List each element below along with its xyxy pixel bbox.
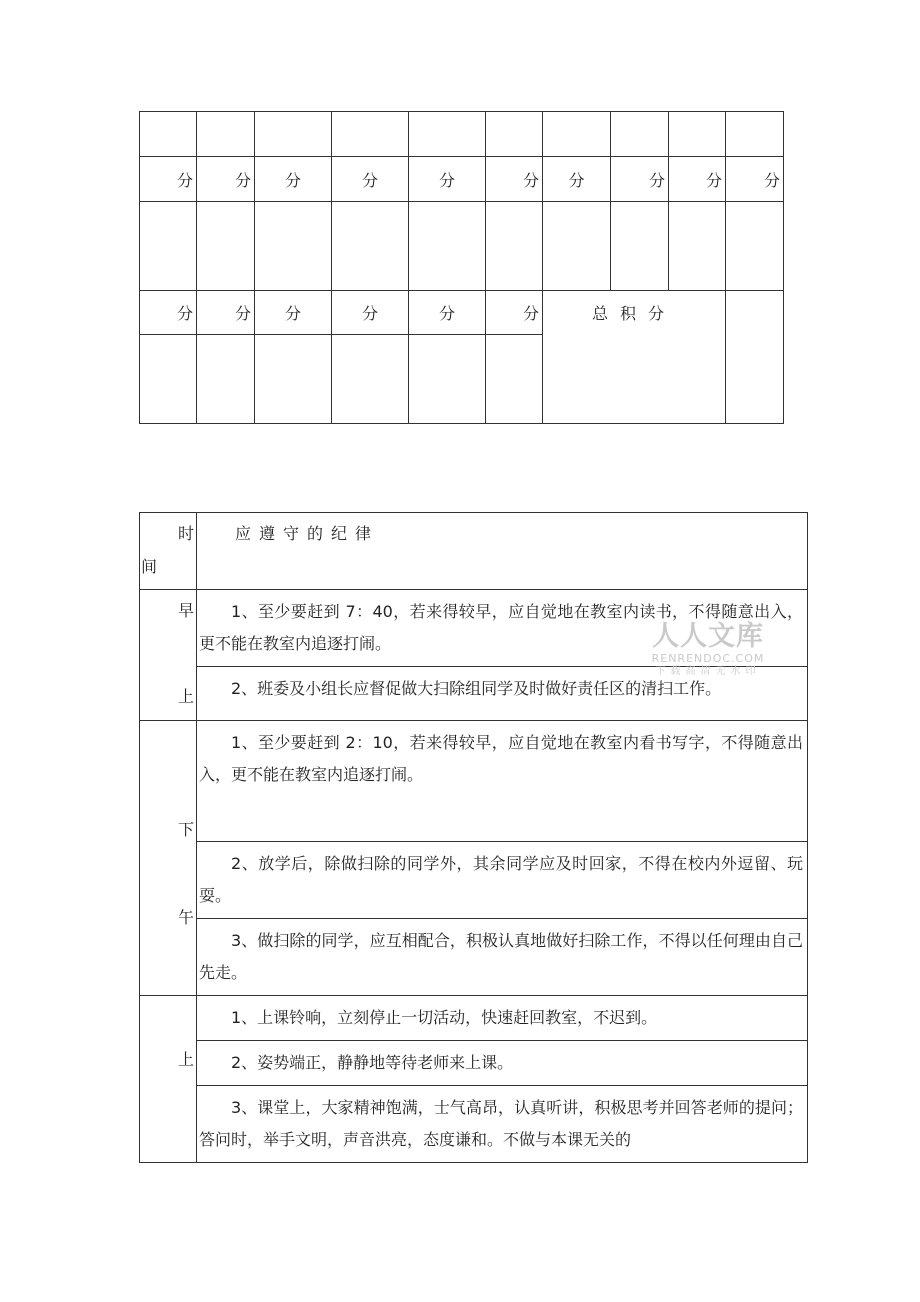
score-cell [140,112,197,157]
time-morning-char-1: 早 [178,601,195,620]
score-value-cell [332,335,409,424]
score-value-cell [486,335,543,424]
score-value-row [140,202,784,291]
score-cell [197,112,255,157]
score-value-cell [611,202,669,291]
score-header-row [140,112,784,157]
watermark [646,622,770,678]
score-value-cell [409,335,486,424]
time-header-char-2: 间 [141,557,158,576]
score-unit: 分 [409,291,486,335]
score-cell [726,112,784,157]
rule-text: 1、至少要赶到 2：10，若来得较早，应自觉地在教室内看书写字，不得随意出入，更不能在教室内追逐打闹。 [197,721,808,842]
score-unit: 分 [611,157,669,202]
total-score-label: 总积分 [543,291,726,424]
rule-text: 2、放学后，除做扫除的同学外，其余同学应及时回家，不得在校内外逗留、玩耍。 [197,842,808,919]
score-value-cell [332,202,409,291]
score-unit: 分 [409,157,486,202]
afternoon-rule-row-2 [140,842,808,919]
discipline-rules-table [139,512,808,1163]
total-score-value [726,291,784,424]
time-header [140,513,197,590]
score-unit-row [140,157,784,202]
time-morning-char-2: 上 [178,687,195,706]
score-value-cell [255,202,332,291]
score-unit: 分 [669,157,726,202]
score-unit-row-2 [140,291,784,335]
score-unit: 分 [197,157,255,202]
time-header-char-1: 时 [178,524,195,543]
score-value-cell [140,202,197,291]
rules-header-row [140,513,808,590]
score-cell [669,112,726,157]
watermark-title: 人人文库 [652,621,764,652]
score-unit: 分 [197,291,255,335]
score-cell [332,112,409,157]
time-afternoon [140,721,197,996]
score-value-cell [140,335,197,424]
score-value-cell [197,335,255,424]
rule-text: 1、至少要赶到 7：40，若来得较早，应自觉地在教室内读书，不得随意出入，更不能在教室内追逐打闹。 [197,590,808,667]
score-unit: 分 [332,157,409,202]
score-cell [409,112,486,157]
score-cell [486,112,543,157]
score-unit: 分 [255,291,332,335]
rule-text: 3、课堂上，大家精神饱满，士气高昂，认真听讲，积极思考并回答老师的提问；答问时，举手文明，声音洪亮，态度谦和。不做与本课无关的 [197,1086,808,1163]
score-unit: 分 [486,291,543,335]
afternoon-rule-row-1 [140,721,808,842]
rule-text: 3、做扫除的同学，应互相配合，积极认真地做好扫除工作，不得以任何理由自己先走。 [197,919,808,996]
score-unit: 分 [726,157,784,202]
time-afternoon-char-1: 下 [178,820,195,839]
score-cell [611,112,669,157]
score-value-cell [486,202,543,291]
class-rule-row-2 [140,1041,808,1086]
rules-header-title: 应遵守的纪律 [197,513,808,590]
afternoon-rule-row-3 [140,919,808,996]
time-class [140,996,197,1163]
rule-text: 1、上课铃响，立刻停止一切活动，快速赶回教室，不迟到。 [197,996,808,1041]
watermark-url: RENRENDOC.COM [651,652,765,665]
score-cell [543,112,611,157]
watermark-subtitle: 下载高清无水印 [655,666,761,677]
score-unit: 分 [486,157,543,202]
score-value-cell [255,335,332,424]
class-rule-row-1 [140,996,808,1041]
score-value-cell [543,202,611,291]
score-unit: 分 [140,291,197,335]
score-cell [255,112,332,157]
class-rule-row-3 [140,1086,808,1163]
time-class-char-1: 上 [178,1050,195,1069]
time-morning [140,590,197,721]
score-value-cell [197,202,255,291]
time-afternoon-char-2: 午 [178,908,195,927]
score-unit: 分 [543,157,611,202]
score-unit: 分 [140,157,197,202]
score-unit: 分 [255,157,332,202]
score-value-cell [726,202,784,291]
rule-text: 2、姿势端正，静静地等待老师来上课。 [197,1041,808,1086]
score-value-cell [669,202,726,291]
score-unit: 分 [332,291,409,335]
score-table [139,111,784,424]
rule-text: 2、班委及小组长应督促做大扫除组同学及时做好责任区的清扫工作。 [197,667,808,721]
score-value-cell [409,202,486,291]
